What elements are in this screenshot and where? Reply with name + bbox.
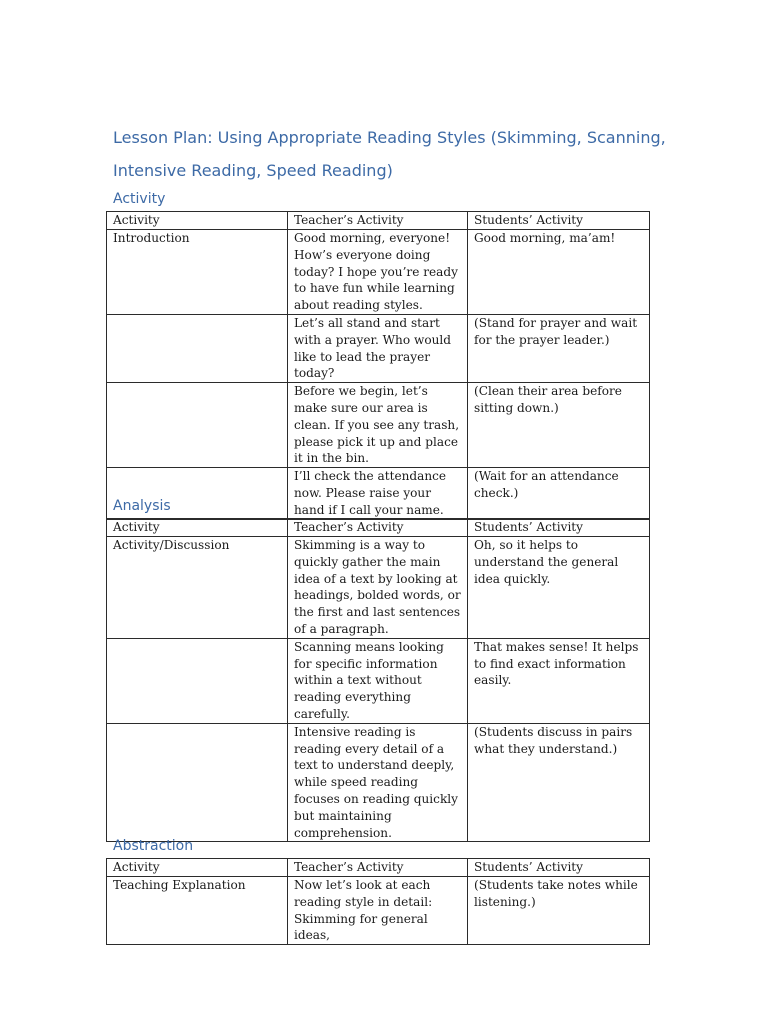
header-teacher-activity: Teacher’s Activity xyxy=(288,519,468,537)
cell-students: (Students take notes while listening.) xyxy=(468,877,650,945)
cell-activity xyxy=(107,723,288,842)
cell-teacher: Let’s all stand and start with a prayer. Who would like to lead the prayer today? xyxy=(288,314,468,382)
header-students-activity: Students’ Activity xyxy=(468,859,650,877)
cell-activity xyxy=(107,383,288,468)
cell-students: (Stand for prayer and wait for the prayer leader.) xyxy=(468,314,650,382)
section-heading-analysis: Analysis xyxy=(113,498,171,514)
table-row xyxy=(107,468,650,519)
cell-teacher: Skimming is a way to quickly gather the main idea of a text by looking at headings, bolded words, or the first and last sentences of a paragraph. xyxy=(288,537,468,639)
cell-activity: Teaching Explanation xyxy=(107,877,288,945)
table-row xyxy=(107,723,650,842)
header-students-activity: Students’ Activity xyxy=(468,519,650,537)
table-header-row xyxy=(107,519,650,537)
section-heading-activity: Activity xyxy=(113,191,166,207)
cell-activity: Introduction xyxy=(107,230,288,315)
table-row xyxy=(107,877,650,945)
cell-activity xyxy=(107,638,288,723)
header-activity: Activity xyxy=(107,212,288,230)
header-teacher-activity: Teacher’s Activity xyxy=(288,859,468,877)
analysis-table xyxy=(106,518,650,842)
page-title: Lesson Plan: Using Appropriate Reading Styles (Skimming, Scanning, Intensive Reading, Speed Reading) xyxy=(113,128,666,180)
cell-teacher: Before we begin, let’s make sure our area is clean. If you see any trash, please pick it up and place it in the bin. xyxy=(288,383,468,468)
header-students-activity: Students’ Activity xyxy=(468,212,650,230)
table-row xyxy=(107,314,650,382)
table-header-row xyxy=(107,212,650,230)
table-row xyxy=(107,383,650,468)
cell-teacher: Scanning means looking for specific information within a text without reading everything carefully. xyxy=(288,638,468,723)
section-heading-abstraction: Abstraction xyxy=(113,838,194,854)
cell-students: That makes sense! It helps to find exact information easily. xyxy=(468,638,650,723)
cell-teacher: Intensive reading is reading every detail of a text to understand deeply, while speed reading focuses on reading quickly but maintaining comprehension. xyxy=(288,723,468,842)
cell-teacher: Now let’s look at each reading style in detail: Skimming for general ideas, xyxy=(288,877,468,945)
header-activity: Activity xyxy=(107,859,288,877)
cell-students: (Students discuss in pairs what they understand.) xyxy=(468,723,650,842)
header-activity: Activity xyxy=(107,519,288,537)
table-header-row xyxy=(107,859,650,877)
cell-students: (Clean their area before sitting down.) xyxy=(468,383,650,468)
cell-students: Good morning, ma’am! xyxy=(468,230,650,315)
table-row xyxy=(107,638,650,723)
cell-students: Oh, so it helps to understand the general idea quickly. xyxy=(468,537,650,639)
table-row xyxy=(107,230,650,315)
cell-activity xyxy=(107,314,288,382)
table-row xyxy=(107,537,650,639)
header-teacher-activity: Teacher’s Activity xyxy=(288,212,468,230)
cell-teacher: Good morning, everyone! How’s everyone doing today? I hope you’re ready to have fun while learning about reading styles. xyxy=(288,230,468,315)
cell-students: (Wait for an attendance check.) xyxy=(468,468,650,519)
cell-activity: Activity/Discussion xyxy=(107,537,288,639)
abstraction-table xyxy=(106,858,650,945)
activity-table xyxy=(106,211,650,520)
cell-teacher: I’ll check the attendance now. Please raise your hand if I call your name. xyxy=(288,468,468,519)
